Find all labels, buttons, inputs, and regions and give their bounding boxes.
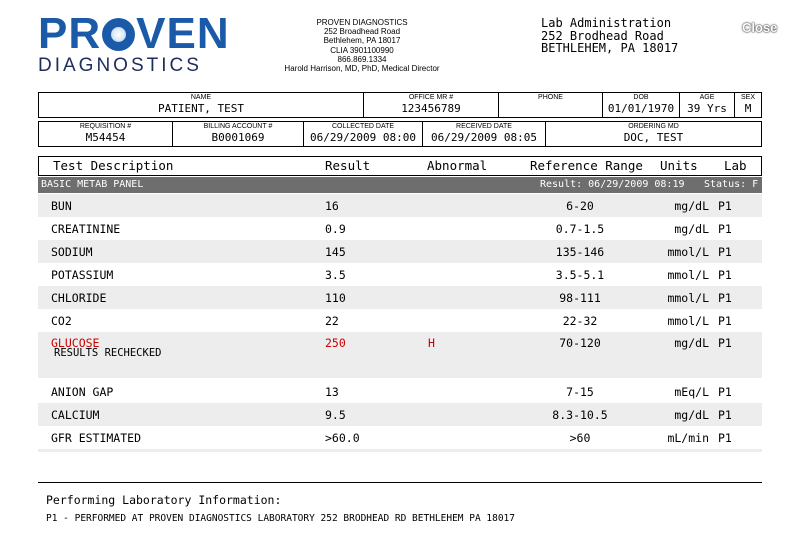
billing-cell [173, 122, 304, 146]
dob-cell [603, 93, 680, 117]
sex-label: SEX [740, 94, 755, 101]
age-cell [680, 93, 735, 117]
units: mg/dL [674, 336, 709, 350]
table-row [38, 240, 762, 263]
table-row [38, 194, 762, 217]
test-name: GFR ESTIMATED [51, 431, 142, 445]
table-row-abnormal [38, 332, 762, 378]
table-row [38, 263, 762, 286]
lab-code: P1 [718, 245, 732, 259]
table-row [38, 286, 762, 309]
test-result: 3.5 [325, 268, 346, 282]
abnormal-flag: H [428, 336, 435, 350]
reference-range: 7-15 [566, 385, 594, 399]
reference-range: >60 [569, 431, 591, 445]
lab-address-block [262, 18, 462, 73]
test-name: BUN [51, 199, 72, 213]
office-mr-label: OFFICE MR # [408, 94, 454, 101]
lab-code: P1 [718, 336, 732, 350]
requisition-label: REQUISITION # [79, 123, 132, 130]
age-value: 39 Yrs [687, 102, 727, 115]
patient-info-box [38, 92, 762, 118]
lab-code: P1 [718, 291, 732, 305]
lab-admin-line: BETHLEHEM, PA 18017 [541, 41, 679, 55]
test-result: 16 [325, 199, 339, 213]
lab-code: P1 [718, 431, 732, 445]
test-result: 13 [325, 385, 339, 399]
col-abnormal: Abnormal [427, 158, 488, 173]
table-row [38, 403, 762, 426]
lab-admin-line: Lab Administration [541, 16, 672, 30]
test-name: CALCIUM [51, 408, 100, 422]
table-end-rule [38, 449, 762, 452]
reference-range: 8.3-10.5 [552, 408, 608, 422]
reference-range: 98-111 [559, 291, 601, 305]
test-name: POTASSIUM [51, 268, 114, 282]
collected-cell [304, 122, 423, 146]
test-name: ANION GAP [51, 385, 114, 399]
reference-range: 22-32 [562, 314, 598, 328]
reference-range: 3.5-5.1 [555, 268, 605, 282]
collected-value: 06/29/2009 08:00 [310, 131, 416, 144]
reference-range: 0.7-1.5 [555, 222, 605, 236]
test-name: SODIUM [51, 245, 93, 259]
units: mg/dL [674, 222, 709, 236]
results-column-header [38, 156, 762, 176]
test-result: 0.9 [325, 222, 346, 236]
test-name: GLUCOSE [51, 336, 100, 350]
test-name: CHLORIDE [51, 291, 107, 305]
lab-admin-address [541, 17, 678, 55]
table-row [38, 380, 762, 403]
units: mmol/L [667, 314, 709, 328]
logo-subtitle: DIAGNOSTICS [38, 55, 202, 76]
requisition-box [38, 121, 762, 147]
table-row [38, 309, 762, 332]
panel-name: BASIC METAB PANEL [41, 179, 144, 190]
units: mg/dL [674, 199, 709, 213]
col-units: Units [660, 158, 698, 173]
dob-value: 01/01/1970 [607, 102, 675, 115]
units: mEq/L [674, 385, 709, 399]
table-row [38, 426, 762, 449]
ordering-md-value: DOC, TEST [623, 131, 684, 144]
ordering-md-label: ORDERING MD [628, 123, 679, 130]
center-line: 252 Broadhead Road [323, 27, 401, 37]
center-line: Bethlehem, PA 18017 [323, 36, 401, 46]
units: mmol/L [667, 268, 709, 282]
center-line: Harold Harrison, MD, PhD, Medical Director [284, 64, 440, 74]
units: mmol/L [667, 245, 709, 259]
lab-code: P1 [718, 314, 732, 328]
test-result: 9.5 [325, 408, 346, 422]
billing-value: B0001069 [211, 131, 265, 144]
table-row [38, 217, 762, 240]
units: mL/min [667, 431, 709, 445]
received-label: RECEIVED DATE [456, 123, 512, 130]
received-cell [423, 122, 546, 146]
collected-label: COLLECTED DATE [331, 123, 395, 130]
test-name: CREATININE [51, 222, 121, 236]
close-button[interactable]: Close [742, 20, 778, 35]
units: mmol/L [667, 291, 709, 305]
name-label: NAME [190, 94, 212, 101]
test-result: >60.0 [325, 431, 360, 445]
test-name: CO2 [51, 314, 72, 328]
test-result: 250 [325, 336, 346, 350]
phone-label: PHONE [538, 94, 563, 101]
performing-lab-text: P1 - PERFORMED AT PROVEN DIAGNOSTICS LABORATORY 252 BRODHEAD RD BETHLEHEM PA 18017 [46, 513, 515, 524]
lab-code: P1 [718, 408, 732, 422]
requisition-cell [39, 122, 173, 146]
ordering-md-cell [546, 122, 761, 146]
sex-value: M [744, 102, 752, 115]
name-cell [39, 93, 364, 117]
patient-name: PATIENT, TEST [157, 102, 245, 115]
office-mr-cell [364, 93, 499, 117]
age-label: AGE [699, 94, 715, 101]
col-test-description: Test Description [53, 158, 174, 173]
test-result: 145 [325, 245, 346, 259]
lab-admin-line: 252 Brodhead Road [541, 28, 664, 43]
lab-code: P1 [718, 385, 732, 399]
center-line: 866.869.1334 [337, 54, 387, 64]
reference-range: 6-20 [566, 199, 594, 213]
performing-lab-title: Performing Laboratory Information: [46, 493, 282, 507]
reference-range: 135-146 [555, 245, 605, 259]
lab-code: P1 [718, 222, 732, 236]
phone-cell [499, 93, 603, 117]
received-value: 06/29/2009 08:05 [431, 131, 537, 144]
test-result: 22 [325, 314, 339, 328]
col-reference-range: Reference Range [530, 158, 643, 173]
logo-wordmark: PR VEN [38, 9, 230, 58]
logo-o-icon [102, 18, 135, 51]
test-result: 110 [325, 291, 346, 305]
requisition-value: M54454 [85, 131, 126, 144]
dob-label: DOB [633, 94, 649, 101]
billing-label: BILLING ACCOUNT # [203, 123, 273, 130]
reference-range: 70-120 [559, 336, 601, 350]
office-mr-value: 123456789 [401, 102, 461, 115]
center-line: CLIA 3901100990 [330, 45, 394, 55]
panel-header-bar [38, 177, 762, 193]
result-note: RESULTS RECHECKED [54, 347, 162, 359]
units: mg/dL [674, 408, 709, 422]
col-lab: Lab [724, 158, 747, 173]
footer-divider [38, 482, 762, 483]
lab-code: P1 [718, 199, 732, 213]
panel-status: Status: F [704, 179, 759, 190]
sex-cell [735, 93, 761, 117]
center-line: PROVEN DIAGNOSTICS [316, 18, 408, 27]
col-result: Result [325, 158, 371, 173]
lab-code: P1 [718, 268, 732, 282]
panel-result-time: Result: 06/29/2009 08:19 [540, 179, 685, 190]
